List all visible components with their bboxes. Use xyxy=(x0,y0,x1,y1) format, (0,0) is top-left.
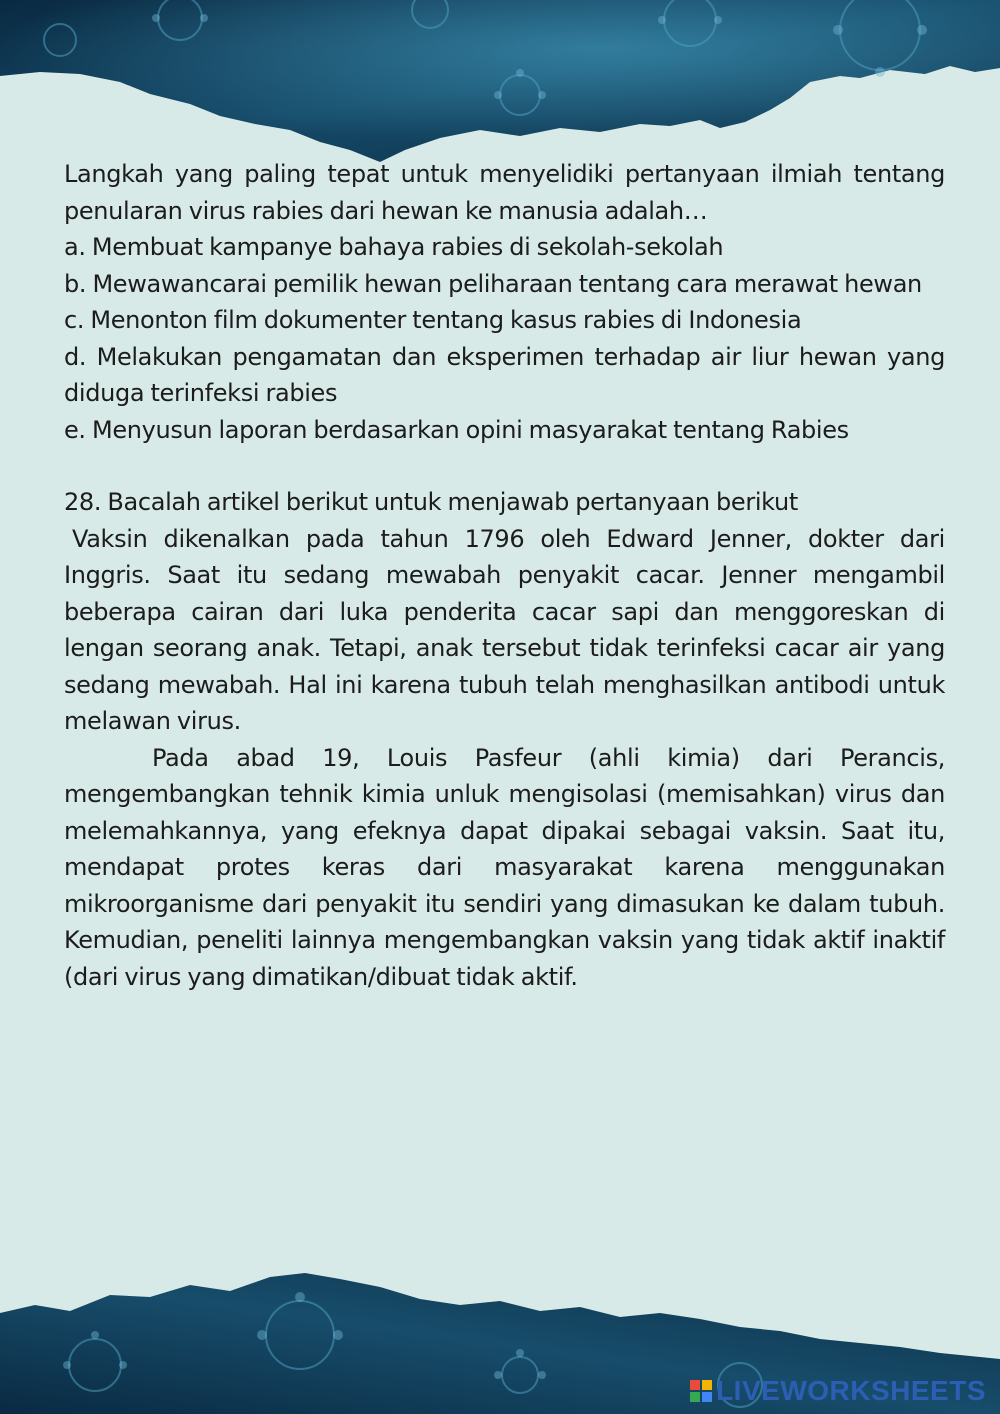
article-block xyxy=(64,484,945,995)
option-d: d. Melakukan pengamatan dan eksperimen terhadap air liur hewan yang diduga terinfeksi rabies xyxy=(64,342,945,407)
liveworksheets-watermark xyxy=(690,1374,986,1408)
option-c: c. Menonton film dokumenter tentang kasus rabies di Indonesia xyxy=(64,306,802,334)
article-heading: 28. Bacalah artikel berikut untuk menjawab pertanyaan berikut xyxy=(64,488,798,516)
question-block xyxy=(64,156,945,448)
top-virus-banner xyxy=(0,0,1000,165)
option-a: a. Membuat kampanye bahaya rabies di sekolah-sekolah xyxy=(64,233,724,261)
question-stem: Langkah yang paling tepat untuk menyelidiki pertanyaan ilmiah tentang penularan virus rabies dari hewan ke manusia adalah… xyxy=(64,160,945,225)
liveworksheets-logo-icon xyxy=(690,1380,712,1402)
option-b: b. Mewawancarai pemilik hewan peliharaan tentang cara merawat hewan xyxy=(64,269,922,298)
option-e: e. Menyusun laporan berdasarkan opini masyarakat tentang Rabies xyxy=(64,415,849,444)
article-paragraph: Vaksin dikenalkan pada tahun 1796 oleh Edward Jenner, dokter dari Inggris. Saat itu sedang mewabah penyakit cacar. Jenner mengambil beberapa cairan dari luka penderita cacar sapi dan menggoreskan di lengan seorang anak. Tetapi, anak tersebut tidak terinfeksi cacar air yang sedang mewabah. Hal ini karena tubuh telah menghasilkan antibodi untuk melawan virus. xyxy=(64,524,945,735)
brand-name: LIVEWORKSHEETS xyxy=(716,1375,986,1406)
worksheet-content xyxy=(64,156,945,995)
section-spacer xyxy=(64,448,945,484)
article-paragraph: Pada abad 19, Louis Pasfeur (ahli kimia) dari Perancis, mengembangkan tehnik kimia unluk mengisolasi (memisahkan) virus dan melemahkannya, yang efeknya dapat dipakai sebagai vaksin. Saat itu, mendapat protes keras dari masyarakat karena menggunakan mikroorganisme dari penyakit itu sendiri yang dimasukan ke dalam tubuh. Kemudian, peneliti lainnya mengembangkan vaksin yang tidak aktif inaktif (dari virus yang dimatikan/dibuat tidak aktif. xyxy=(64,743,945,991)
